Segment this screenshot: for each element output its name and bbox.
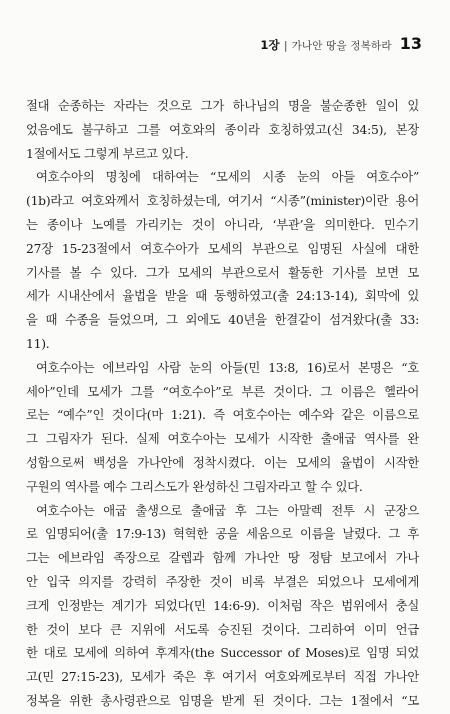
text-line: 그 그림자가 된다. 실제 여호수아는 모세가 시작한 출애굽 역사를 완 bbox=[26, 432, 419, 447]
text-line: 한 것이 보다 큰 지위에 서도록 승진된 것이다. 그리하여 이미 언급 bbox=[26, 622, 419, 637]
text-line: 성함으로써 백성을 가나안에 정착시켰다. 이는 모세의 율법이 시작한 bbox=[26, 455, 419, 470]
text-line: 로 임명되어(출 17:9-13) 혁혁한 공을 세움으로 이름을 날렸다. 그 후 bbox=[26, 527, 419, 542]
text-line: 을 때 수종을 들었으며, 그 외에도 40년을 한결같이 섬겨왔다(출 33: bbox=[26, 313, 419, 328]
text-line: 는 종이나 노예를 가리키는 것이 아니라, ‘부관’을 의미한다. 민수기 bbox=[26, 217, 419, 232]
paragraph-start-line: 여호수아의 명칭에 대하여는 “모세의 시종 눈의 아들 여호수아” bbox=[36, 170, 419, 185]
page-number: 13 bbox=[399, 34, 422, 53]
paragraph-start-line: 여호수아는 에브라임 사람 눈의 아들(민 13:8, 16)로서 본명은 “호 bbox=[36, 360, 419, 375]
text-line: 세아”인데 모세가 그를 “여호수아”로 부른 것이다. 그 이름은 헬라어 bbox=[26, 384, 419, 399]
text-line: 크게 인정받는 계기가 되었다(민 14:6-9). 이처럼 작은 범위에서 충실 bbox=[26, 598, 419, 613]
text-line: 한 대로 모세에 의하여 후계자(the Successor of Moses)로 임명 되었 bbox=[26, 646, 419, 661]
text-line: 기사를 볼 수 있다. 그가 모세의 부관으로서 활동한 기사를 보면 모 bbox=[26, 265, 419, 280]
text-line: 그는 에브라임 족장으로 갈렙과 함께 가나안 땅 정탐 보고에서 가나 bbox=[26, 551, 419, 566]
text-line: 정복을 위한 총사령관으로 임명을 받게 된 것이다. 그는 1절에서 “모 bbox=[26, 693, 419, 708]
paragraph-start-line: 여호수아는 애굽 출생으로 출애굽 후 그는 아말렉 전투 시 군장으 bbox=[36, 503, 419, 518]
text-line: 절대 순종하는 자라는 것으로 그가 하나님의 명을 불순종한 일이 있 bbox=[26, 99, 419, 113]
text-line: 1절에서도 그렇게 부르고 있다. bbox=[26, 146, 189, 161]
text-line: 구원의 역사를 예수 그리스도가 완성하신 그림자라고 할 수 있다. bbox=[26, 479, 363, 494]
body-text bbox=[26, 95, 419, 714]
text-line: 었음에도 불구하고 그를 여호와의 종이라 호칭하였고(신 34:5), 본장 bbox=[26, 122, 419, 137]
chapter-label: 1장 bbox=[260, 38, 280, 52]
chapter-title: 가나안 땅을 정복하라 bbox=[291, 40, 392, 52]
text-line: 27장 15-23절에서 여호수아가 모세의 부관으로 임명된 사실에 대한 bbox=[26, 241, 419, 256]
text-line: 로는 “예수”인 것이다(마 1:21). 즉 여호수아는 예수와 같은 이름으로 bbox=[26, 408, 419, 423]
text-line: 11). bbox=[26, 336, 50, 351]
text-line: 고(민 27:15-23), 모세가 죽은 후 여기서 여호와께로부터 직접 가나안 bbox=[26, 670, 419, 685]
text-line: (1b)라고 여호와께서 호칭하셨는데, 여기서 “시종”(minister)이란 용어 bbox=[26, 194, 419, 209]
text-line: 세가 시내산에서 율법을 받을 때 동행하였고(출 24:13-14), 회막에 있 bbox=[26, 289, 419, 304]
header-separator: | bbox=[283, 39, 288, 52]
running-header bbox=[260, 34, 422, 53]
text-line: 안 입국 의지를 강력히 주장한 것이 비록 부결은 되었으나 모세에게 bbox=[26, 574, 419, 589]
